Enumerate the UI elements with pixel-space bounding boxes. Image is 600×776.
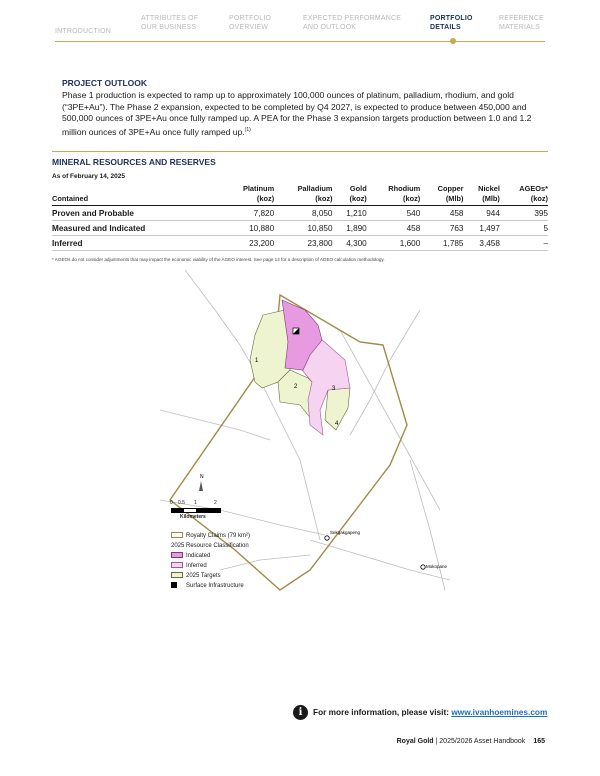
resources-heading: MINERAL RESOURCES AND RESERVES <box>52 157 216 167</box>
col-ageos: AGEOs* (koz) <box>500 184 548 206</box>
outlook-note-ref: (1) <box>244 126 251 133</box>
cell: 8,050 <box>274 206 332 221</box>
target-label: 3 <box>332 386 336 392</box>
ageo-footnote: * AGEOs do not consider adjustments that may impact the economic viability of the AGEO interest. See page 12 for a description of AGEO calculation methodology. <box>52 257 385 262</box>
cell: 7,820 <box>222 206 274 221</box>
cell: 4,300 <box>333 236 367 251</box>
info-icon: i <box>293 705 308 720</box>
scale-unit: Kilometers <box>180 514 206 520</box>
cell: 1,210 <box>333 206 367 221</box>
outlook-body <box>62 90 547 138</box>
cell: 458 <box>367 221 421 236</box>
nav-portfolio-details[interactable]: PORTFOLIO DETAILS <box>430 15 473 31</box>
table-header-row <box>52 184 548 206</box>
col-contained: Contained <box>52 184 222 206</box>
scale-tick: 0 <box>170 500 173 506</box>
section-divider <box>52 151 548 152</box>
scale-tick: 2 <box>214 500 217 506</box>
outlook-heading: PROJECT OUTLOOK <box>62 78 148 88</box>
col-nickel: Nickel (Mlb) <box>464 184 500 206</box>
cell: 458 <box>420 206 463 221</box>
row-label: Proven and Probable <box>52 206 222 221</box>
cell: 395 <box>500 206 548 221</box>
cell: 10,850 <box>274 221 332 236</box>
ivanhoe-link[interactable]: www.ivanhoemines.com <box>451 707 548 717</box>
cell: 3,458 <box>464 236 500 251</box>
cell: – <box>500 236 548 251</box>
col-copper: Copper (Mlb) <box>420 184 463 206</box>
road <box>350 310 420 435</box>
cell: 540 <box>367 206 421 221</box>
cell: 23,200 <box>222 236 274 251</box>
cell: 1,785 <box>420 236 463 251</box>
town-label: Sekgakgapeng <box>330 530 361 535</box>
legend-royalty: Royalty Claims (79 km²) <box>171 531 250 541</box>
resources-table <box>52 184 548 251</box>
town-marker <box>325 536 329 540</box>
outlook-text: Phase 1 production is expected to ramp up to approximately 100,000 ounces of platinum, palladium, rhodium, and gold (“3PE+Au”). The Phase 2 expansion, expected to be completed by Q4 2027, is expected to produce between 450,000 and 500,000 ounces of 3PE+Au once fully ramped up. A PEA for the Phase 3 expansion targets production between 1.0 and 1.2 million ounces of 3PE+Au once fully ramped up. <box>62 90 532 137</box>
page-footer <box>397 738 545 745</box>
table-row <box>52 221 548 236</box>
nav-rule <box>55 41 545 42</box>
target-label: 1 <box>255 358 259 364</box>
scale-tick: 1 <box>194 500 197 506</box>
nav-attributes[interactable]: ATTRIBUTES OF OUR BUSINESS <box>141 15 199 31</box>
nav-portfolio-overview[interactable]: PORTFOLIO OVERVIEW <box>229 15 272 31</box>
nav-introduction[interactable]: INTRODUCTION <box>55 28 112 35</box>
more-info-text: For more information, please visit: www.ivanhoemines.com <box>313 707 548 717</box>
town-marker <box>421 565 425 569</box>
cell: 10,880 <box>222 221 274 236</box>
legend-inferred: Inferred <box>171 561 250 571</box>
north-label: N <box>200 474 204 480</box>
nav-active-marker <box>450 38 456 44</box>
cell: 944 <box>464 206 500 221</box>
legend-targets: 2025 Targets <box>171 571 250 581</box>
cell: 1,600 <box>367 236 421 251</box>
legend-classification-title: 2025 Resource Classification <box>171 543 249 549</box>
scale-bar <box>170 500 230 520</box>
cell: 1,890 <box>333 221 367 236</box>
town-label: Mokopane <box>426 564 448 569</box>
row-label: Measured and Indicated <box>52 221 222 236</box>
footer-handbook: | 2025/2026 Asset Handbook <box>433 738 526 745</box>
table-row <box>52 206 548 221</box>
cell: 1,497 <box>464 221 500 236</box>
road <box>410 460 445 590</box>
cell: 23,800 <box>274 236 332 251</box>
col-palladium: Palladium (koz) <box>274 184 332 206</box>
map-legend <box>171 531 250 591</box>
resources-as-of: As of February 14, 2025 <box>52 173 125 180</box>
cell: 763 <box>420 221 463 236</box>
scale-bar-graphic <box>171 508 221 513</box>
cell: 5 <box>500 221 548 236</box>
legend-infrastructure: Surface Infrastructure <box>171 581 250 591</box>
col-gold: Gold (koz) <box>333 184 367 206</box>
legend-indicated: Indicated <box>171 551 250 561</box>
project-outlook <box>62 78 547 138</box>
target-label: 4 <box>335 421 339 427</box>
road <box>340 330 440 510</box>
nav-expected-performance[interactable]: EXPECTED PERFORMANCE AND OUTLOOK <box>303 15 402 31</box>
nav-reference-materials[interactable]: REFERENCE MATERIALS <box>499 15 544 31</box>
col-platinum: Platinum (koz) <box>222 184 274 206</box>
road <box>310 540 450 580</box>
north-arrow-icon <box>199 481 203 491</box>
table-row <box>52 236 548 251</box>
scale-tick: 0.5 <box>178 500 185 506</box>
footer-brand: Royal Gold <box>396 738 434 745</box>
row-label: Inferred <box>52 236 222 251</box>
col-rhodium: Rhodium (koz) <box>367 184 421 206</box>
section-nav <box>55 14 545 48</box>
target-label: 2 <box>294 384 298 390</box>
page-number: 165 <box>533 738 545 745</box>
